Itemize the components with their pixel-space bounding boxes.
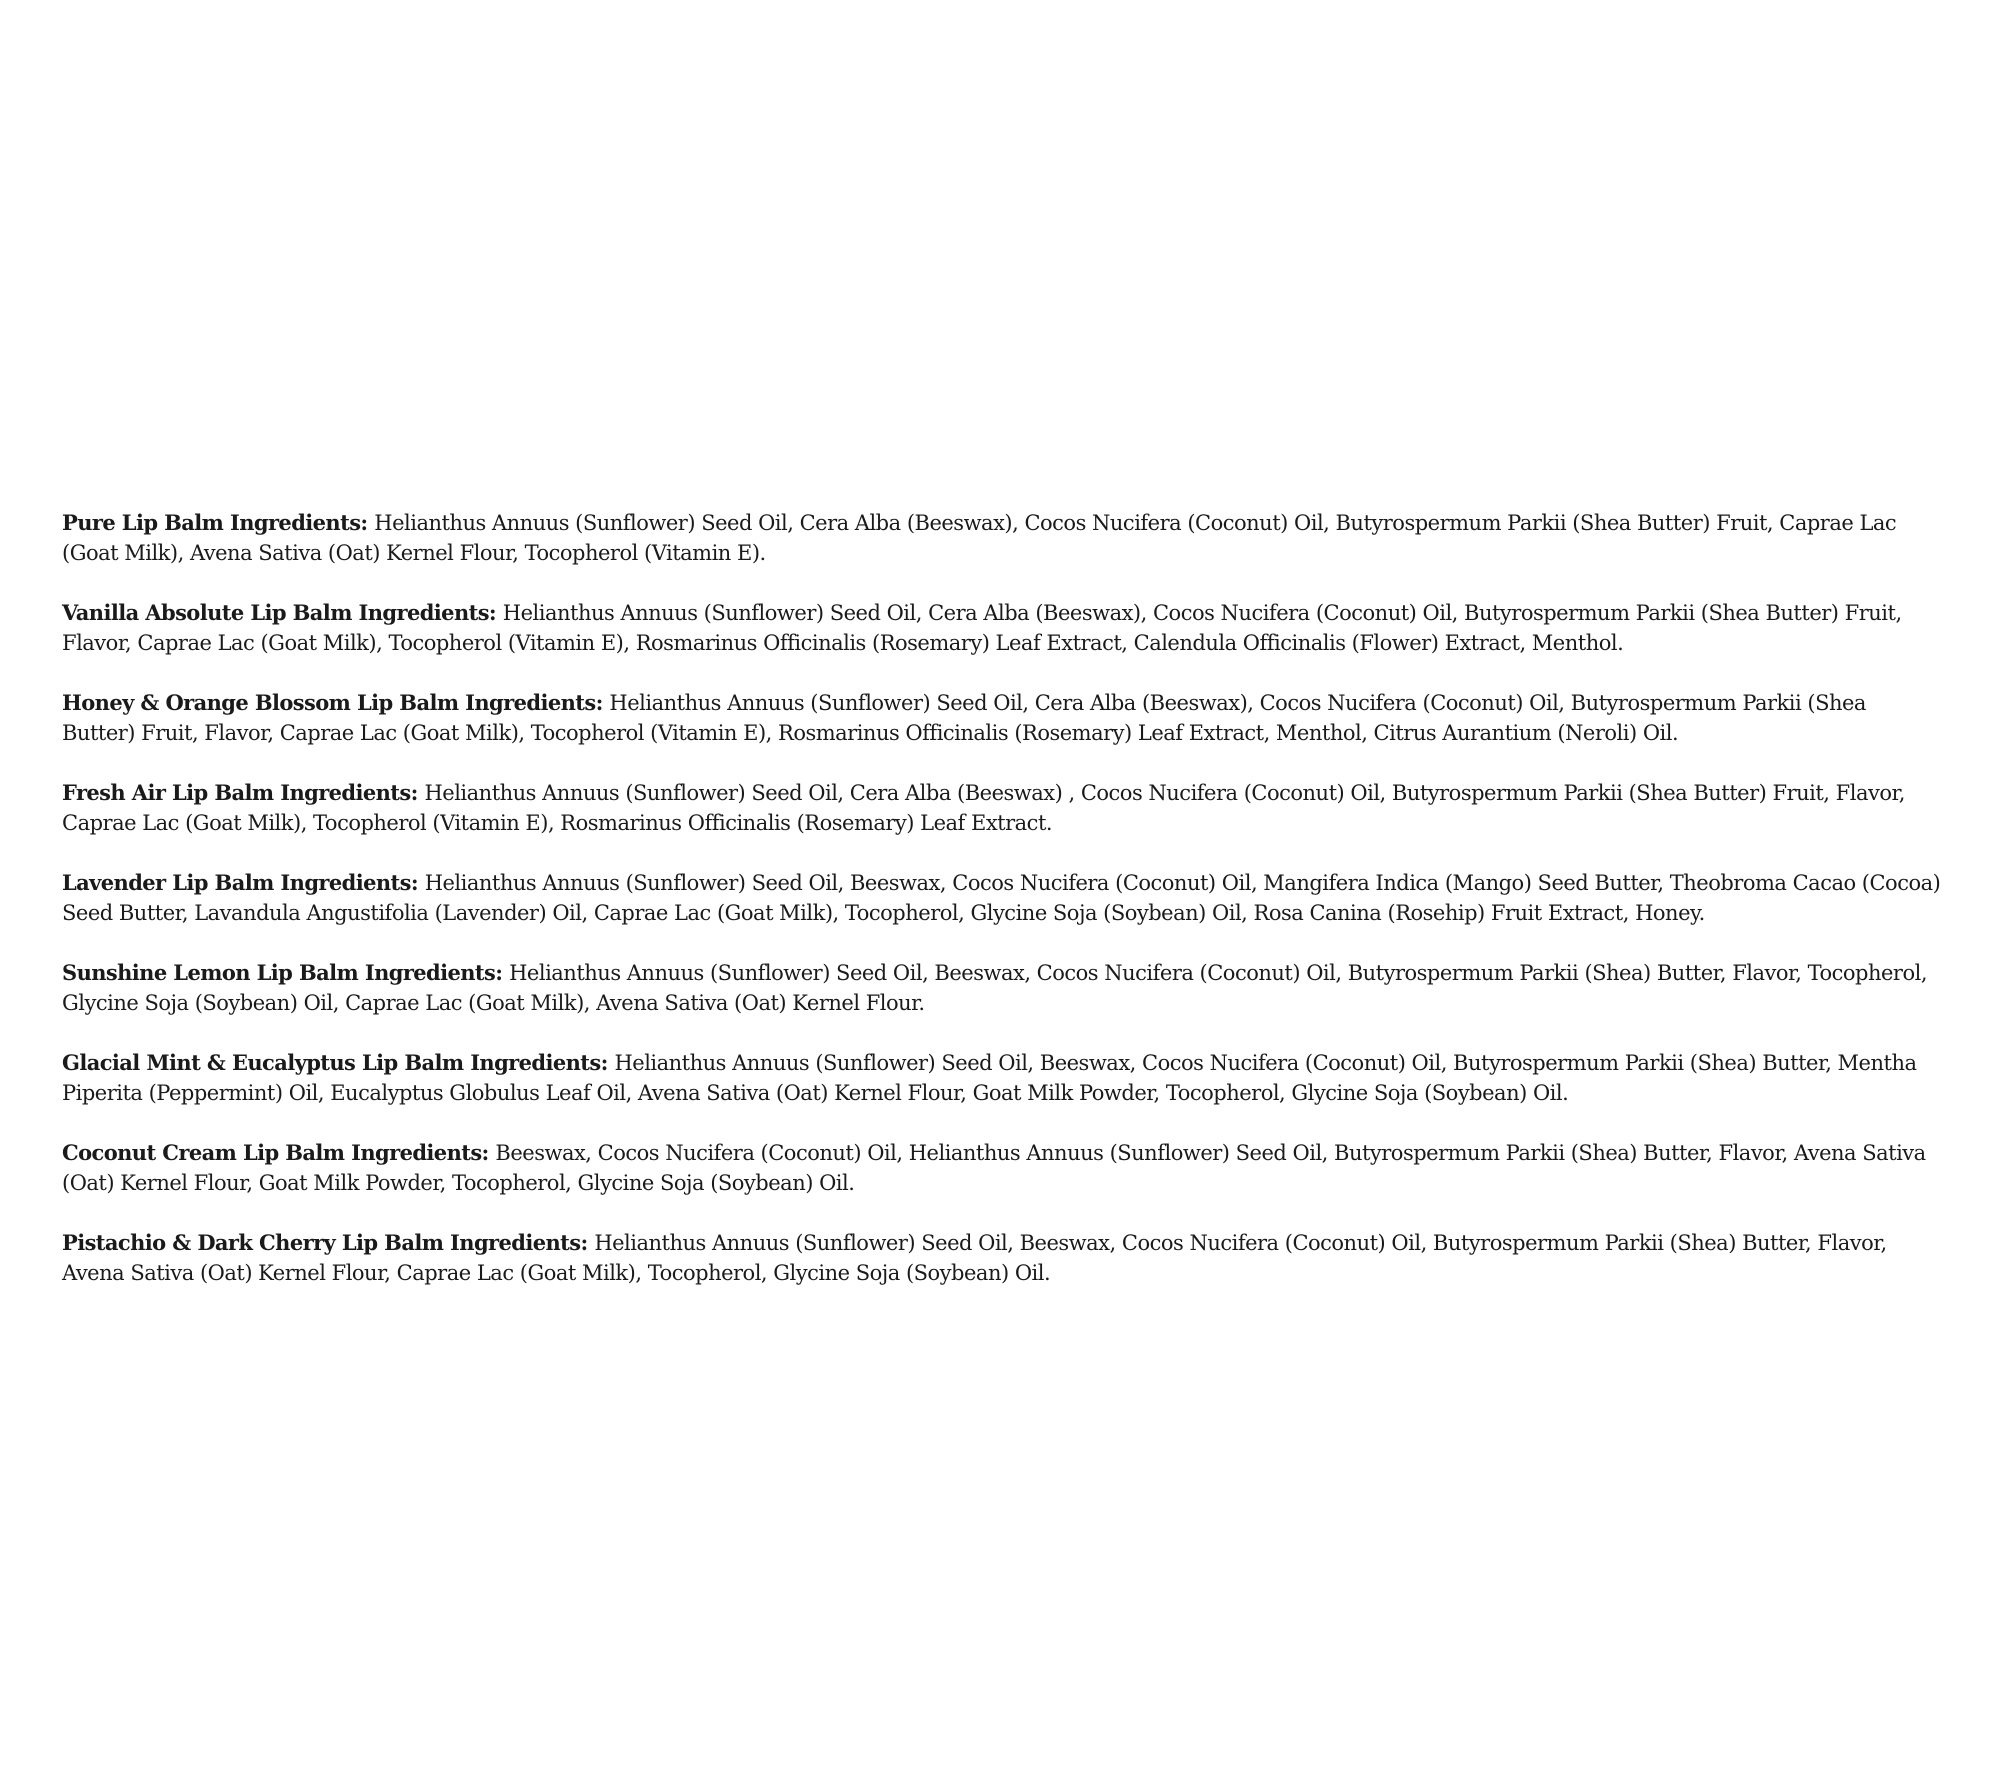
product-name: Lavender Lip Balm Ingredients: [62, 870, 418, 895]
ingredient-entry-fresh-air [62, 778, 1942, 838]
ingredient-entry-sunshine-lemon [62, 958, 1942, 1018]
ingredient-text: Helianthus Annuus (Sunflower) Seed Oil, Beeswax, Cocos Nucifera (Coconut) Oil, Butyrospermum Parkii (Shea) Butter, Flavor, Avena Sativa (Oat) Kernel Flour, Caprae Lac (Goat Milk), Tocopherol, Glycine Soja (Soybean) Oil. [62, 1231, 1887, 1285]
ingredient-text: Helianthus Annuus (Sunflower) Seed Oil, Beeswax, Cocos Nucifera (Coconut) Oil, Mangifera Indica (Mango) Seed Butter, Theobroma Cacao (Cocoa) Seed Butter, Lavandula Angustifolia (Lavender) Oil, Caprae Lac (Goat Milk), Tocopherol, Glycine Soja (Soybean) Oil, Rosa Canina (Rosehip) Fruit Extract, Honey. [62, 871, 1941, 925]
ingredient-entry-glacial-mint-eucalyptus [62, 1048, 1942, 1108]
product-name: Vanilla Absolute Lip Balm Ingredients: [62, 600, 497, 625]
ingredient-entry-lavender [62, 868, 1942, 928]
ingredient-text: Helianthus Annuus (Sunflower) Seed Oil, Cera Alba (Beeswax) , Cocos Nucifera (Coconut) Oil, Butyrospermum Parkii (Shea Butter) Fruit, Flavor, Caprae Lac (Goat Milk), Tocopherol (Vitamin E), Rosmarinus Officinalis (Rosemary) Leaf Extract. [62, 781, 1905, 835]
product-name: Sunshine Lemon Lip Balm Ingredients: [62, 960, 503, 985]
product-name: Pistachio & Dark Cherry Lip Balm Ingredients: [62, 1230, 588, 1255]
ingredient-text: Helianthus Annuus (Sunflower) Seed Oil, Cera Alba (Beeswax), Cocos Nucifera (Coconut) Oil, Butyrospermum Parkii (Shea Butter) Fruit, Flavor, Caprae Lac (Goat Milk), Tocopherol (Vitamin E), Rosmarinus Officinalis (Rosemary) Leaf Extract, Calendula Officinalis (Flower) Extract, Menthol. [62, 601, 1902, 655]
product-name: Coconut Cream Lip Balm Ingredients: [62, 1140, 489, 1165]
ingredient-entry-vanilla-absolute [62, 598, 1942, 658]
ingredients-list [62, 508, 1942, 1318]
ingredient-text: Helianthus Annuus (Sunflower) Seed Oil, Cera Alba (Beeswax), Cocos Nucifera (Coconut) Oil, Butyrospermum Parkii (Shea Butter) Fruit, Caprae Lac (Goat Milk), Avena Sativa (Oat) Kernel Flour, Tocopherol (Vitamin E). [62, 511, 1897, 565]
ingredient-text: Helianthus Annuus (Sunflower) Seed Oil, Beeswax, Cocos Nucifera (Coconut) Oil, Butyrospermum Parkii (Shea) Butter, Mentha Piperita (Peppermint) Oil, Eucalyptus Globulus Leaf Oil, Avena Sativa (Oat) Kernel Flour, Goat Milk Powder, Tocopherol, Glycine Soja (Soybean) Oil. [62, 1051, 1917, 1105]
ingredient-entry-pistachio-dark-cherry [62, 1228, 1942, 1288]
product-name: Glacial Mint & Eucalyptus Lip Balm Ingredients: [62, 1050, 608, 1075]
ingredient-text: Helianthus Annuus (Sunflower) Seed Oil, Cera Alba (Beeswax), Cocos Nucifera (Coconut) Oil, Butyrospermum Parkii (Shea Butter) Fruit, Flavor, Caprae Lac (Goat Milk), Tocopherol (Vitamin E), Rosmarinus Officinalis (Rosemary) Leaf Extract, Menthol, Citrus Aurantium (Neroli) Oil. [62, 691, 1866, 745]
product-name: Fresh Air Lip Balm Ingredients: [62, 780, 418, 805]
ingredient-entry-honey-orange-blossom [62, 688, 1942, 748]
product-name: Honey & Orange Blossom Lip Balm Ingredients: [62, 690, 603, 715]
ingredient-text: Helianthus Annuus (Sunflower) Seed Oil, Beeswax, Cocos Nucifera (Coconut) Oil, Butyrospermum Parkii (Shea) Butter, Flavor, Tocopherol, Glycine Soja (Soybean) Oil, Caprae Lac (Goat Milk), Avena Sativa (Oat) Kernel Flour. [62, 961, 1927, 1015]
product-name: Pure Lip Balm Ingredients: [62, 510, 368, 535]
ingredient-text: Beeswax, Cocos Nucifera (Coconut) Oil, Helianthus Annuus (Sunflower) Seed Oil, Butyrospermum Parkii (Shea) Butter, Flavor, Avena Sativa (Oat) Kernel Flour, Goat Milk Powder, Tocopherol, Glycine Soja (Soybean) Oil. [62, 1141, 1926, 1195]
ingredient-entry-pure [62, 508, 1942, 568]
ingredient-entry-coconut-cream [62, 1138, 1942, 1198]
